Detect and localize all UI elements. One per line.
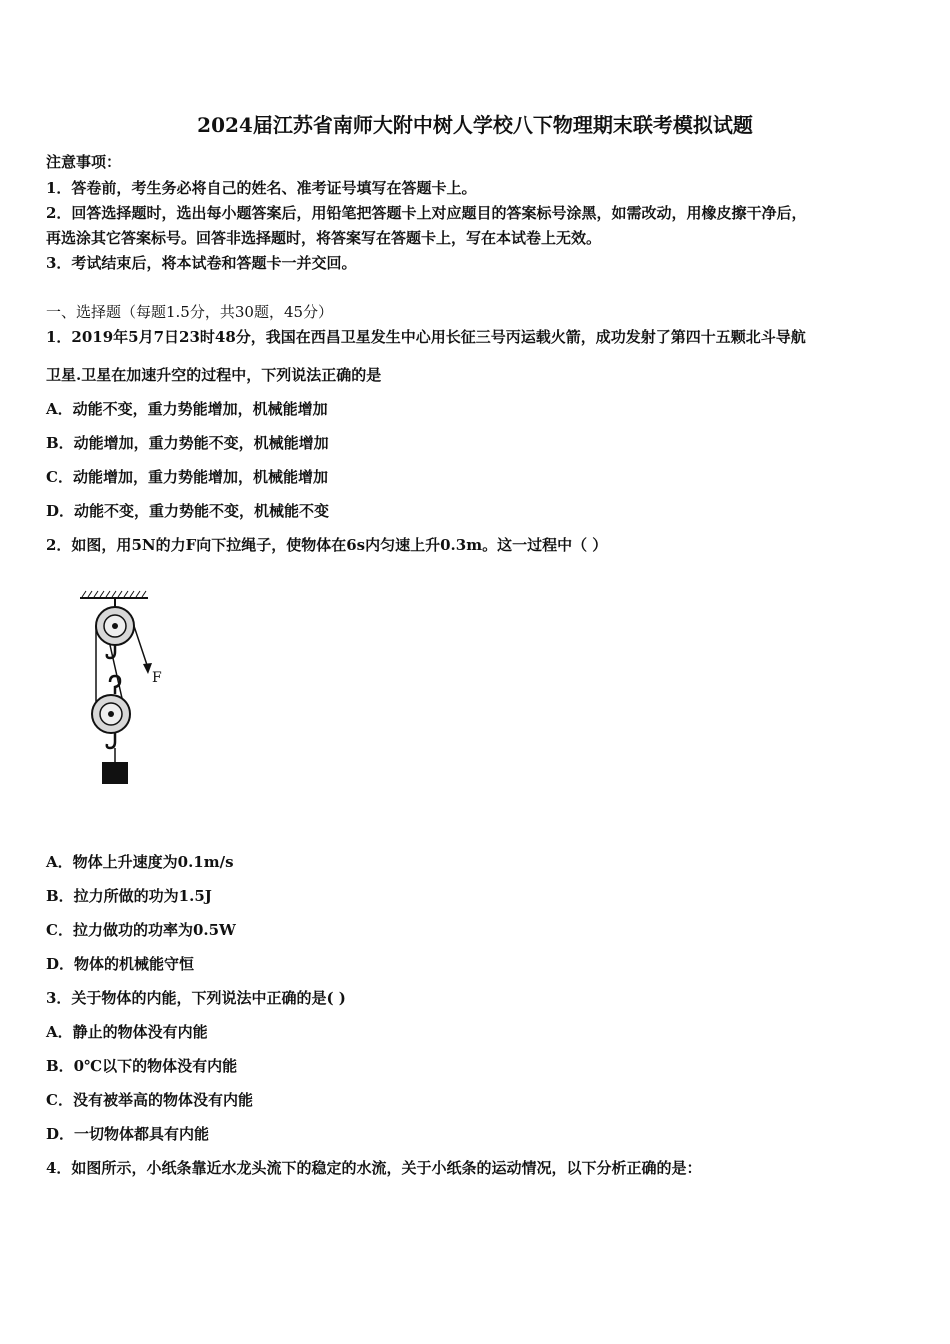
- q3-option-b: B．0℃以下的物体没有内能: [46, 1057, 238, 1075]
- q3-option-d: D．一切物体都具有内能: [46, 1125, 210, 1143]
- note-item-1: 1．答卷前，考生务必将自己的姓名、准考证号填写在答题卡上。: [46, 179, 477, 197]
- note-item-2-cont: 再选涂其它答案标号。回答非选择题时，将答案写在答题卡上，写在本试卷上无效。: [46, 229, 602, 247]
- q1-option-d: D．动能不变，重力势能不变，机械能不变: [46, 502, 330, 520]
- section-heading: 一、选择题（每题1.5分，共30题，45分）: [46, 303, 334, 321]
- q2-option-c: C．拉力做功的功率为0.5W: [46, 921, 236, 939]
- pulley-figure: [70, 586, 180, 791]
- q3-option-a: A．静止的物体没有内能: [46, 1023, 208, 1041]
- q4-stem: 4．如图所示，小纸条靠近水龙头流下的稳定的水流，关于小纸条的运动情况，以下分析正确的是：: [46, 1159, 702, 1177]
- q3-stem: 3．关于物体的内能，下列说法中正确的是( ): [46, 989, 346, 1007]
- q1-stem-line1: 1．2019年5月7日23时48分，我国在西昌卫星发生中心用长征三号丙运载火箭，成功发射了第四十五颗北斗导航: [46, 328, 806, 346]
- q1-option-a: A．动能不变，重力势能增加，机械能增加: [46, 400, 328, 418]
- q1-option-b: B．动能增加，重力势能不变，机械能增加: [46, 434, 329, 452]
- q3-option-c: C．没有被举高的物体没有内能: [46, 1091, 253, 1109]
- q1-option-c: C．动能增加，重力势能增加，机械能增加: [46, 468, 328, 486]
- q1-stem-line2: 卫星.卫星在加速升空的过程中，下列说法正确的是: [46, 366, 382, 384]
- notes-heading: 注意事项：: [46, 153, 122, 171]
- note-item-3: 3．考试结束后，将本试卷和答题卡一并交回。: [46, 254, 357, 272]
- q2-option-a: A．物体上升速度为0.1m/s: [46, 853, 234, 871]
- force-label: F: [152, 670, 162, 686]
- note-item-2: 2．回答选择题时，选出每小题答案后，用铅笔把答题卡上对应题目的答案标号涂黑，如需改动，用橡皮擦干净后，: [46, 204, 807, 222]
- q2-stem: 2．如图，用5N的力F向下拉绳子，使物体在6s内匀速上升0.3m。这一过程中（ ）: [46, 536, 608, 554]
- q2-option-b: B．拉力所做的功为1.5J: [46, 887, 212, 905]
- page-title: 2024届江苏省南师大附中树人学校八下物理期末联考模拟试题: [197, 113, 753, 137]
- q2-option-d: D．物体的机械能守恒: [46, 955, 195, 973]
